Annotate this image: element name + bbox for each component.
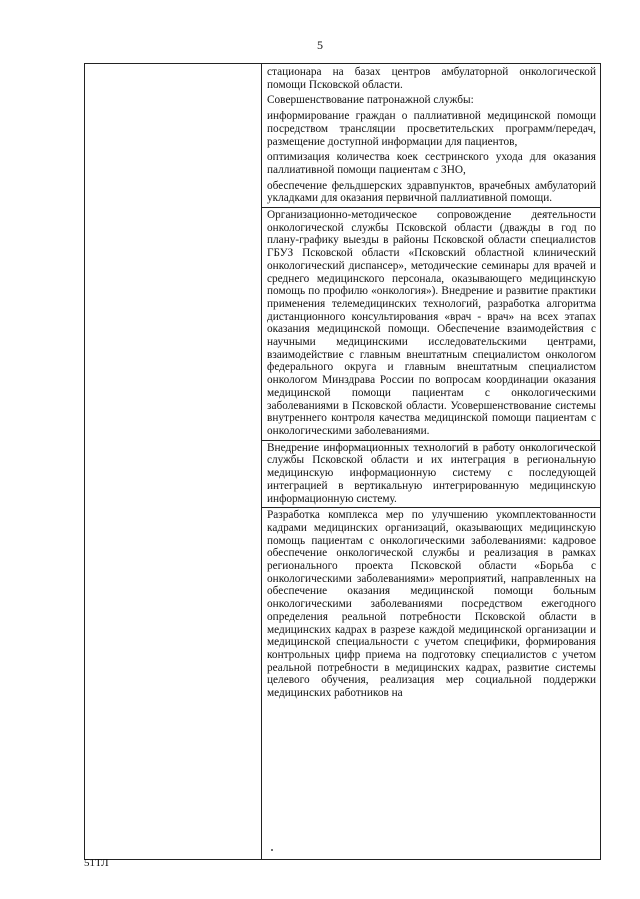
scan-dot bbox=[271, 849, 273, 851]
empty-left-column bbox=[85, 64, 262, 859]
paragraph: стационара на базах центров амбулаторной онкологической помощи Псковской области. bbox=[267, 66, 596, 91]
paragraph: обеспечение фельдшерских здравпунктов, врачебных амбулаторий укладками для оказания первичной паллиативной помощи. bbox=[267, 179, 596, 205]
paragraph: оптимизация количества коек сестринского ухода для оказания паллиативной помощи пациентам с ЗНО, bbox=[267, 151, 596, 176]
paragraph: Разработка комплекса мер по улучшению укомплектованности кадрами медицинских организаций, оказывающих медицинскую помощь пациентам с онкологическими заболеваниями: кадровое обеспечение онкологической службы и реализация в рамках регионального проекта Псковской области «Борьба с онкологическими заболеваниями» мероприятий, направленных на обеспечение оказания медицинской помощи больным онкологическими заболеваниями посредством ежегодного определения реальной потребности Псковской области в медицинских кадрах в разрезе каждой медицинской организации и медицинской специальности с учетом специфики, формирования контрольных цифр приема на подготовку специалистов с учетом реальной потребности в медицинских кадрах, развитие системы целевого обучения, реализация мер социальной поддержки медицинских работников на bbox=[267, 509, 596, 700]
table-cell-staffing-measures bbox=[262, 508, 600, 702]
footer-code: 51ТЛ bbox=[84, 857, 109, 869]
paragraph: информирование граждан о паллиативной медицинской помощи посредством трансляции просветительских программ/передач, размещение доступной информации для пациентов, bbox=[267, 110, 596, 148]
document-table bbox=[84, 63, 601, 860]
table-cell-methodical-support bbox=[262, 208, 600, 441]
content-column bbox=[262, 64, 600, 859]
page-number: 5 bbox=[317, 38, 323, 52]
paragraph: Организационно-методическое сопровождение деятельности онкологической службы Псковской области (дважды в год по плану-графику выезды в районы Псковской области специалистов ГБУЗ Псковской области «Псковский областной клинический онкологический диспансер», методические семинары для врачей и среднего медицинского персонала, оказывающего медицинскую помощь по профилю «онкология»). Внедрение и развитие практики применения телемедицинских технологий, разработка алгоритма дистанционного консультирования «врач - врач» на всех этапах оказания медицинской помощи. Обеспечение взаимодействия с научными медицинскими исследовательскими центрами, взаимодействие с главным внештатным специалистом онкологом федерального округа и главным внештатным специалистом онкологом Минздрава России по вопросам координации оказания медицинской помощи пациентам с онкологическими заболеваниями в Псковской области. Усовершенствование системы внутреннего контроля качества медицинской помощи пациентам с онкологическими заболеваниями. bbox=[267, 209, 596, 437]
paragraph: Совершенствование патронажной службы: bbox=[267, 94, 474, 107]
table-cell-information-technologies bbox=[262, 441, 600, 509]
paragraph: Внедрение информационных технологий в работу онкологической службы Псковской области и их интеграция в региональную медицинскую информационную систему с последующей интеграцией в вертикальную интегрированную медицинскую информационную систему. bbox=[267, 441, 596, 505]
table-cell-patronage bbox=[262, 65, 600, 208]
